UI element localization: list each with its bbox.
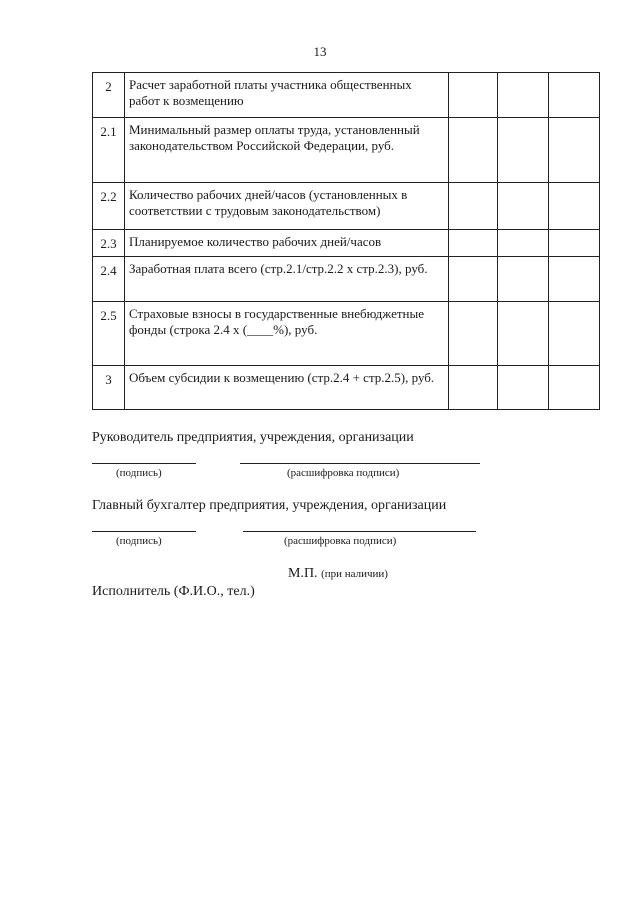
head-title: Руководитель предприятия, учреждения, организации — [92, 430, 414, 445]
row-description: Расчет заработной платы участника общественных работ к возмещению — [125, 73, 449, 118]
value-cell — [549, 230, 600, 257]
row-number: 2.2 — [93, 183, 125, 230]
accountant-decoding-line — [243, 531, 476, 532]
seal-note: (при наличии) — [321, 568, 388, 580]
seal-label — [288, 566, 388, 582]
table-row — [93, 73, 600, 118]
executor-line: Исполнитель (Ф.И.О., тел.) — [92, 584, 255, 599]
row-number: 2.5 — [93, 302, 125, 366]
value-cell — [498, 366, 549, 410]
value-cell — [549, 257, 600, 302]
row-number: 2.1 — [93, 118, 125, 183]
value-cell — [498, 302, 549, 366]
value-cell — [449, 230, 498, 257]
table-row — [93, 366, 600, 410]
value-cell — [549, 183, 600, 230]
value-cell — [498, 118, 549, 183]
decoding-caption: (расшифровка подписи) — [284, 535, 397, 547]
row-description: Минимальный размер оплаты труда, установленный законодательством Российской Федерации, руб. — [125, 118, 449, 183]
value-cell — [549, 302, 600, 366]
row-number: 2.3 — [93, 230, 125, 257]
value-cell — [549, 118, 600, 183]
value-cell — [549, 366, 600, 410]
value-cell — [549, 73, 600, 118]
accountant-title: Главный бухгалтер предприятия, учреждения, организации — [92, 498, 447, 513]
value-cell — [449, 73, 498, 118]
row-description: Объем субсидии к возмещению (стр.2.4 + стр.2.5), руб. — [125, 366, 449, 410]
signature-caption: (подпись) — [116, 467, 162, 479]
value-cell — [498, 257, 549, 302]
row-description: Страховые взносы в государственные внебюджетные фонды (строка 2.4 х (____%), руб. — [125, 302, 449, 366]
row-number: 2 — [93, 73, 125, 118]
value-cell — [449, 183, 498, 230]
table-row — [93, 302, 600, 366]
value-cell — [498, 230, 549, 257]
head-signature-line — [92, 463, 196, 464]
row-description: Планируемое количество рабочих дней/часов — [125, 230, 449, 257]
head-decoding-line — [240, 463, 480, 464]
row-number: 2.4 — [93, 257, 125, 302]
head-signature-block — [92, 430, 612, 446]
value-cell — [498, 183, 549, 230]
table-row — [93, 183, 600, 230]
table-row — [93, 230, 600, 257]
decoding-caption: (расшифровка подписи) — [287, 467, 400, 479]
value-cell — [449, 118, 498, 183]
value-cell — [449, 366, 498, 410]
calculation-table — [92, 72, 600, 410]
row-description: Количество рабочих дней/часов (установленных в соответствии с трудовым законодательством) — [125, 183, 449, 230]
table-row — [93, 257, 600, 302]
signature-caption: (подпись) — [116, 535, 162, 547]
value-cell — [449, 302, 498, 366]
table-row — [93, 118, 600, 183]
row-number: 3 — [93, 366, 125, 410]
value-cell — [449, 257, 498, 302]
accountant-signature-line — [92, 531, 196, 532]
value-cell — [498, 73, 549, 118]
row-description: Заработная плата всего (стр.2.1/стр.2.2 х стр.2.3), руб. — [125, 257, 449, 302]
seal-mark: М.П. — [288, 566, 318, 581]
page-number: 13 — [313, 44, 327, 59]
accountant-signature-block — [92, 498, 612, 514]
